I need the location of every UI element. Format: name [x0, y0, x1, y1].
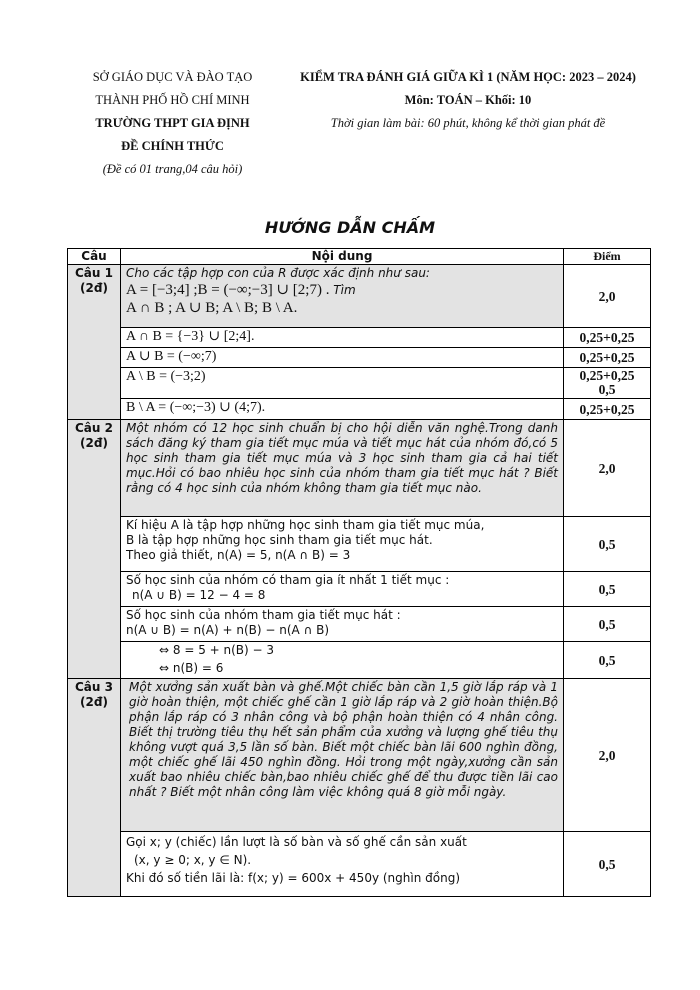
q2-score-3: 0,5 [564, 607, 651, 642]
table-row [68, 348, 651, 368]
q3-answer-1-line-2: (x, y ≥ 0; x, y ∈ N). [134, 853, 252, 867]
table-row [68, 642, 651, 679]
q1-label: Câu 1 [75, 266, 113, 280]
table-row [68, 328, 651, 348]
q3-answer-1-cell [121, 832, 564, 897]
q2-answer-2-cell [121, 572, 564, 607]
q2-answer-4-line-1: ⇔ 8 = 5 + n(B) − 3 [159, 643, 275, 657]
table-row [68, 420, 651, 517]
subject-line: Môn: TOÁN – Khối: 10 [404, 93, 532, 107]
q1-score-2: 0,25+0,25 [564, 348, 651, 368]
table-row [68, 572, 651, 607]
q3-prompt: Một xưởng sản xuất bàn và ghế.Một chiếc bàn cần 1,5 giờ lắp ráp và 1 giờ hoàn thiện, một chiếc ghế cần 1 giờ lắp ráp và 2 giờ hoàn thiện.Bộ phận lắp ráp có 3 nhân công và bộ phận hoàn thiện có 4 nhân công. Biết thị trường tiêu thụ hết sản phẩm của xưởng và lượng ghế tiêu thụ không vượt quá 3,5 lần số bàn. Biết một chiếc bàn lãi 600 nghìn đồng, một chiếc ghế lãi 450 nghìn đồng. Hỏi trong một ngày,xưởng cần sản xuất bao nhiêu chiếc bàn,bao nhiêu chiếc ghế để thu được tiền lãi cao nhất ? Biết một nhân công làm việc không quá 8 giờ mỗi ngày. [121, 679, 564, 832]
q1-find: Tìm [333, 283, 356, 297]
q3-score-1: 0,5 [564, 832, 651, 897]
table-row [68, 517, 651, 572]
q2-answer-1-line-3: Theo giả thiết, n(A) = 5, n(A ∩ B) = 3 [126, 548, 351, 562]
q1-score-1: 0,25+0,25 [564, 328, 651, 348]
q3-total: 2,0 [564, 679, 651, 832]
q1-answer-2: A ∪ B = (−∞;7) [121, 348, 564, 368]
q2-score-1: 0,5 [564, 517, 651, 572]
q2-answer-3-line-1: Số học sinh của nhóm tham gia tiết mục hát : [126, 608, 401, 622]
q1-answer-1: A ∩ B = {−3} ∪ [2;4]. [121, 328, 564, 348]
header-right [268, 66, 668, 135]
q1-answer-3: A \ B = (−3;2) [121, 368, 564, 399]
q1-prompt: Cho các tập hợp con của R được xác định như sau: [126, 266, 430, 280]
q1-score-3: 0,25+0,25 [579, 368, 635, 383]
dept-name: SỞ GIÁO DỤC VÀ ĐÀO TẠO [92, 70, 253, 84]
q2-answer-1-line-1: Kí hiệu A là tập hợp những học sinh tham gia tiết mục múa, [126, 518, 485, 532]
q2-label: Câu 2 [75, 421, 113, 435]
table-row [68, 679, 651, 832]
school-name: TRƯỜNG THPT GIA ĐỊNH [95, 116, 250, 130]
q2-answer-3-line-2: n(A ∪ B) = n(A) + n(B) − n(A ∩ B) [126, 623, 330, 637]
q1-score-3b: 0,5 [598, 382, 616, 397]
q1-sets: A = [−3;4] ;B = (−∞;−3] ∪ [2;7) . [126, 282, 330, 298]
exam-title: KIỂM TRA ĐÁNH GIÁ GIỮA KÌ 1 (NĂM HỌC: 2023 – 2024) [300, 70, 636, 84]
time-note: Thời gian làm bài: 60 phút, không kể thời gian phát đề [330, 116, 606, 130]
q2-answer-2-line-1: Số học sinh của nhóm có tham gia ít nhất 1 tiết mục : [126, 573, 450, 587]
header-left [50, 66, 295, 181]
q2-score-4: 0,5 [564, 642, 651, 679]
col-header-diem: Điểm [564, 249, 651, 265]
q2-answer-4-cell [121, 642, 564, 679]
col-header-noidung: Nội dung [121, 249, 564, 265]
table-row [68, 607, 651, 642]
table-row [68, 399, 651, 420]
q3-label: Câu 3 [75, 680, 113, 694]
q2-answer-3-cell [121, 607, 564, 642]
q2-label-cell [68, 420, 121, 679]
grading-table [67, 248, 651, 897]
q1-label-cell [68, 265, 121, 420]
q3-answer-1-line-1: Gọi x; y (chiếc) lần lượt là số bàn và số ghế cần sản xuất [126, 835, 467, 849]
q2-points: (2đ) [80, 436, 108, 450]
table-row [68, 368, 651, 399]
q1-ops: A ∩ B ; A ∪ B; A \ B; B \ A. [126, 300, 298, 316]
page-count-note: (Đề có 01 trang,04 câu hỏi) [102, 162, 243, 176]
q2-answer-1-line-2: B là tập hợp những học sinh tham gia tiết mục hát. [126, 533, 433, 547]
q1-prompt-cell [121, 265, 564, 328]
official-label: ĐỀ CHÍNH THỨC [121, 139, 224, 153]
q1-score-4: 0,25+0,25 [564, 399, 651, 420]
q2-answer-4-line-2: ⇔ n(B) = 6 [159, 661, 224, 675]
q2-answer-1-cell [121, 517, 564, 572]
q2-total: 2,0 [564, 420, 651, 517]
q3-points: (2đ) [80, 695, 108, 709]
q3-answer-1-line-3: Khi đó số tiền lãi là: f(x; y) = 600x + 450y (nghìn đồng) [126, 871, 460, 885]
q1-total: 2,0 [564, 265, 651, 328]
city-name: THÀNH PHỐ HỒ CHÍ MINH [95, 93, 250, 107]
q1-answer-4: B \ A = (−∞;−3) ∪ (4;7). [121, 399, 564, 420]
q2-answer-2-line-2: n(A ∪ B) = 12 − 4 = 8 [132, 588, 266, 602]
q1-points: (2đ) [80, 281, 108, 295]
q1-score-3-cell [564, 368, 651, 399]
table-row [68, 265, 651, 328]
table-header-row [68, 249, 651, 265]
q2-score-2: 0,5 [564, 572, 651, 607]
q2-prompt: Một nhóm có 12 học sinh chuẩn bị cho hội diễn văn nghệ.Trong danh sách đăng ký tham gia tiết mục múa và tiết mục hát của nhóm đó,có 5 học sinh tham gia tiết mục múa và 3 học sinh tham gia cả hai tiết mục.Hỏi có bao nhiêu học sinh của nhóm tham gia tiết mục hát ? Biết rằng có 4 học sinh của nhóm không tham gia tiết mục nào. [121, 420, 564, 517]
q3-label-cell [68, 679, 121, 897]
table-row [68, 832, 651, 897]
col-header-cau: Câu [68, 249, 121, 265]
doc-title: HƯỚNG DẪN CHẤM [264, 218, 436, 237]
